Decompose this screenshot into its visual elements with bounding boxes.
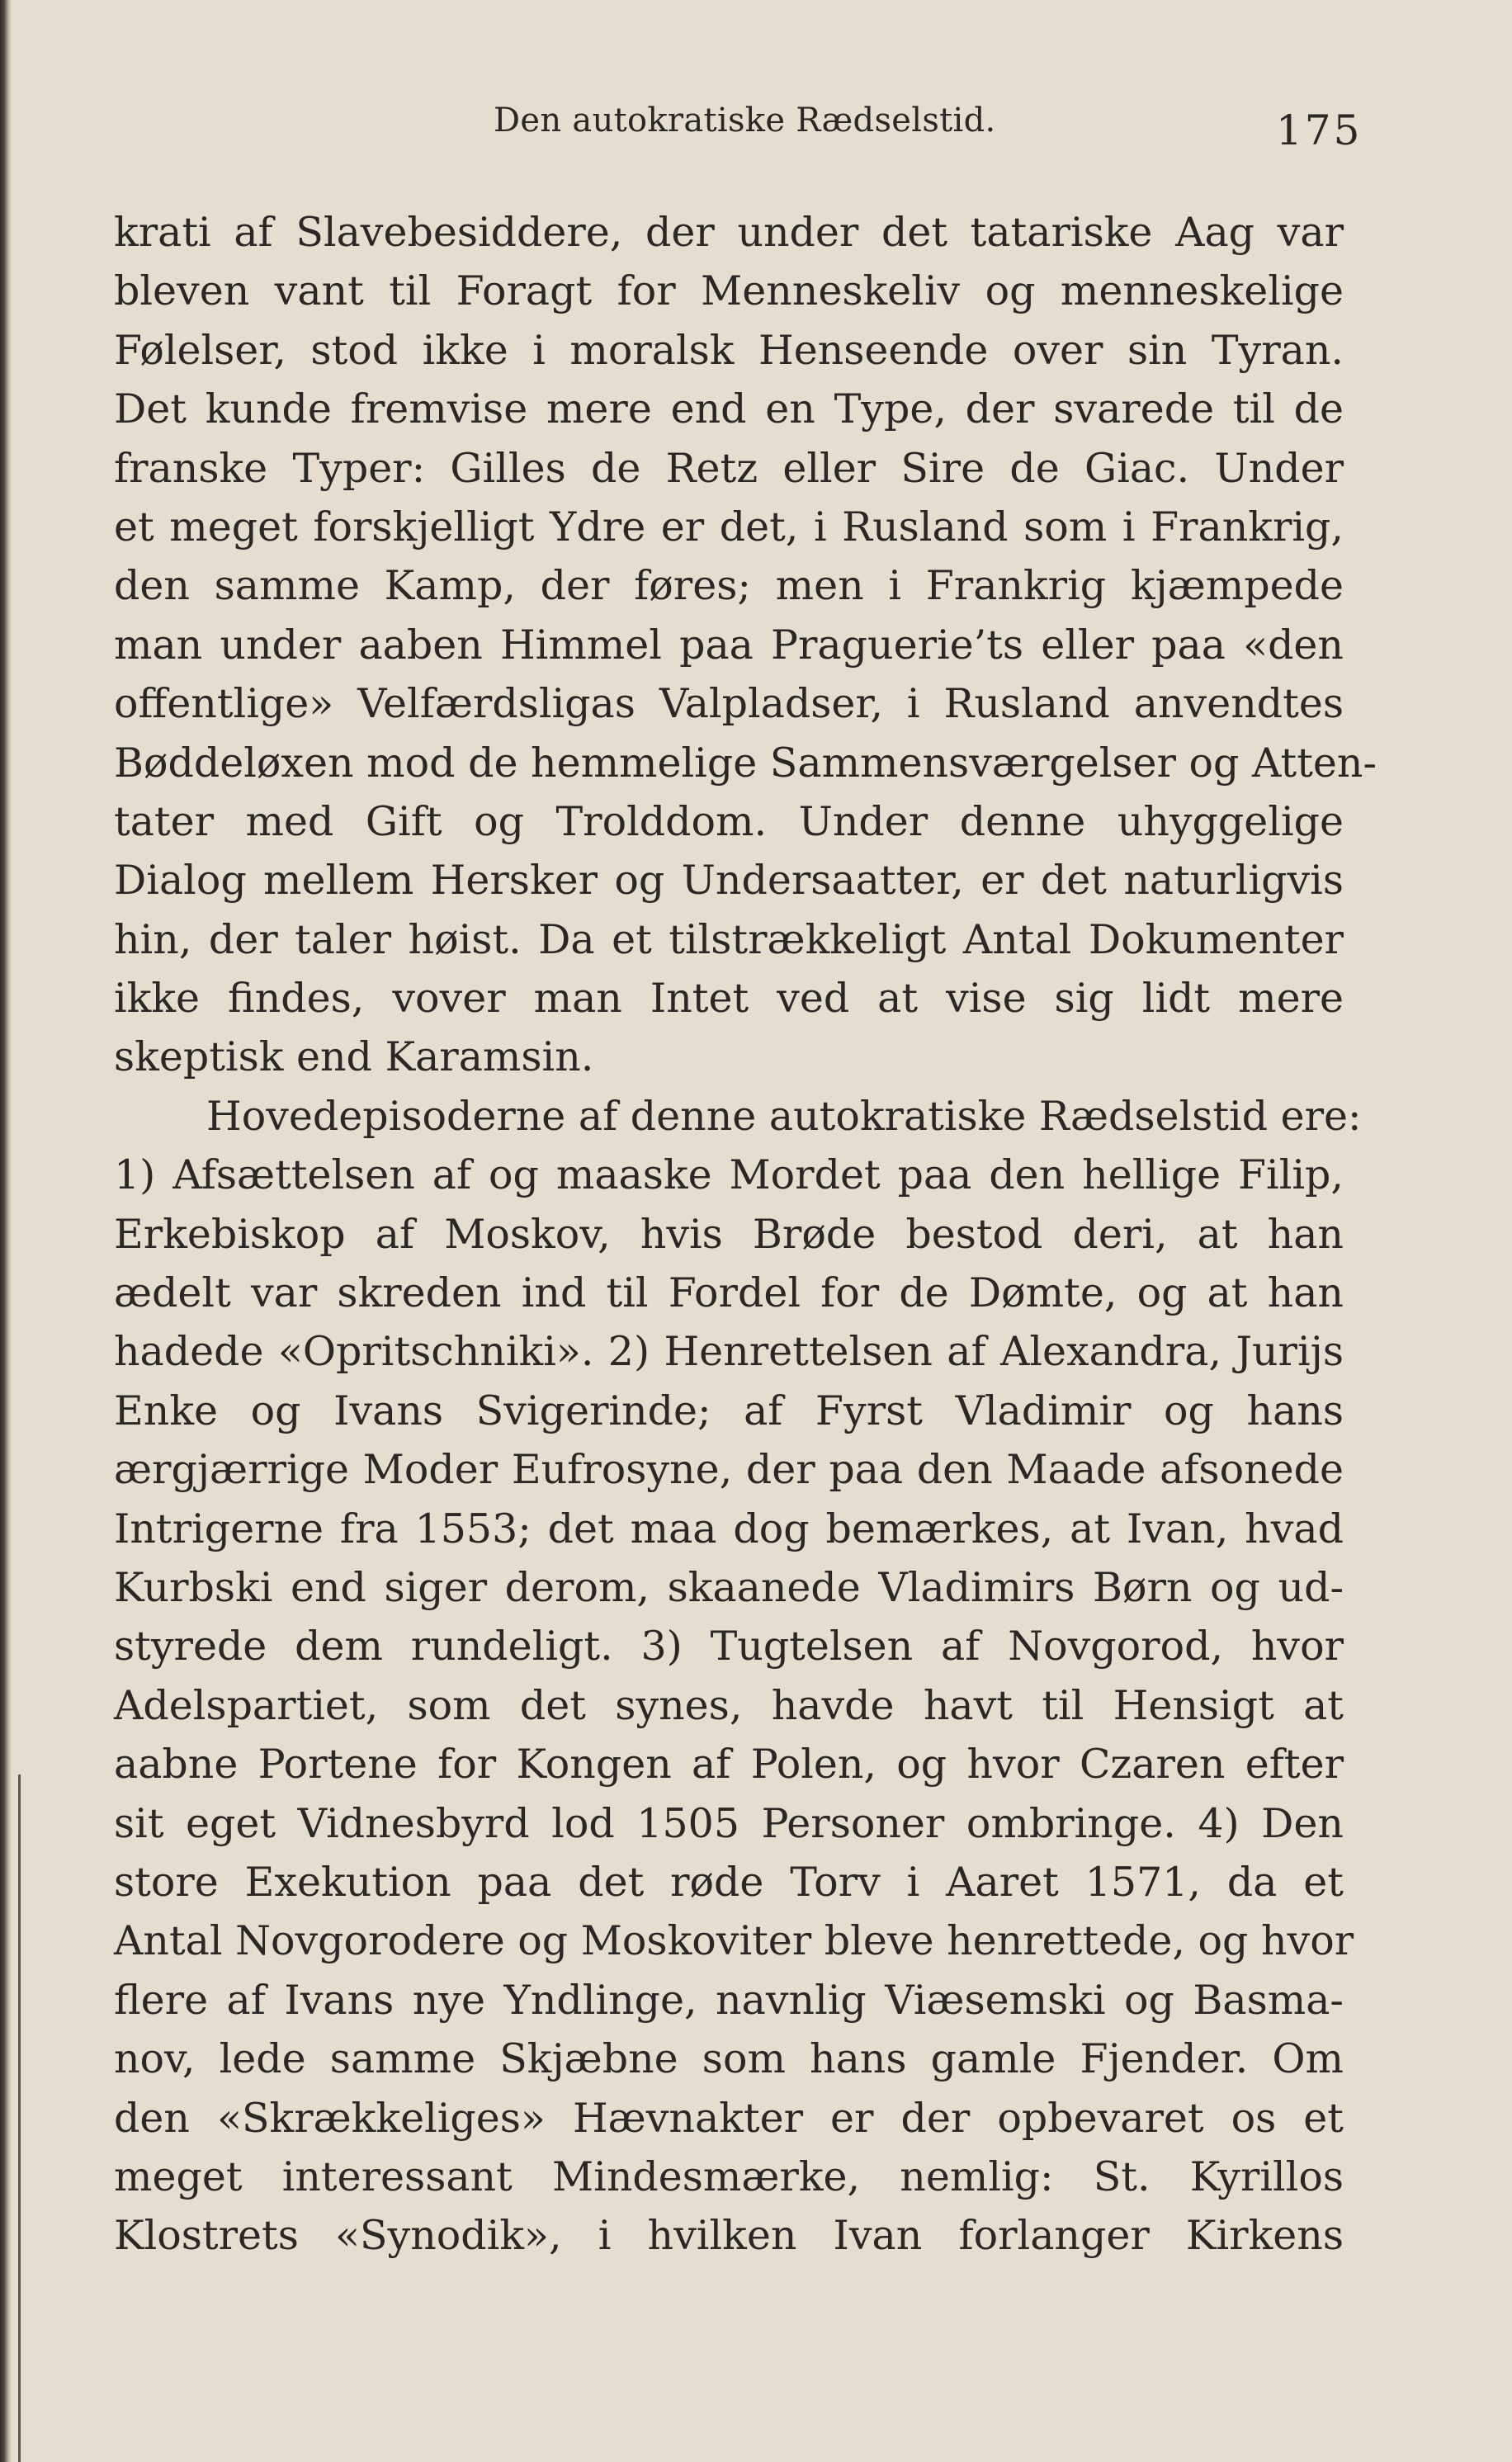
text-line: Kurbski end siger derom, skaanede Vladimirs Børn og ud- (114, 1563, 1344, 1611)
text-line: Antal Novgorodere og Moskoviter bleve henrettede, og hvor (114, 1917, 1354, 1965)
text-line: store Exekution paa det røde Torv i Aaret 1571, da et (114, 1858, 1344, 1906)
text-line: skeptisk end Karamsin. (114, 1033, 594, 1081)
text-line: offentlige» Velfærdsligas Valpladser, i Rusland anvendtes (114, 680, 1344, 728)
text-line: bleven vant til Foragt for Menneskeliv og menneskelige (114, 267, 1344, 315)
text-line: aabne Portene for Kongen af Polen, og hvor Czaren efter (114, 1741, 1344, 1789)
text-line: 1) Afsættelsen af og maaske Mordet paa den hellige Filip, (114, 1151, 1344, 1199)
text-line: nov, lede samme Skjæbne som hans gamle Fjender. Om (114, 2035, 1344, 2083)
text-line: hadede «Opritschniki». 2) Henrettelsen af Alexandra, Jurijs (114, 1328, 1344, 1376)
running-head: Den autokratiske Rædselstid. (494, 102, 996, 139)
text-line: krati af Slavebesiddere, der under det tatariske Aag var (114, 209, 1344, 256)
text-line: sit eget Vidnesbyrd lod 1505 Personer ombringe. 4) Den (114, 1799, 1344, 1847)
text-line: ikke findes, vover man Intet ved at vise sig lidt mere (114, 975, 1344, 1023)
text-line: ærgjærrige Moder Eufrosyne, der paa den Maade afsonede (114, 1446, 1344, 1494)
text-line: Det kunde fremvise mere end en Type, der svarede til de (114, 385, 1344, 433)
text-line: Hovedepisoderne af denne autokratiske Rædselstid ere: (206, 1092, 1362, 1140)
text-line: Enke og Ivans Svigerinde; af Fyrst Vladimir og hans (114, 1387, 1344, 1434)
text-line: Erkebiskop af Moskov, hvis Brøde bestod deri, at han (114, 1210, 1344, 1258)
text-line: styrede dem rundeligt. 3) Tugtelsen af Novgorod, hvor (114, 1623, 1344, 1670)
page-edge-shadow (0, 0, 12, 2462)
text-line: Følelser, stod ikke i moralsk Henseende over sin Tyran. (114, 326, 1344, 374)
text-line: hin, der taler høist. Da et tilstrækkeligt Antal Dokumenter (114, 915, 1344, 963)
text-line: meget interessant Mindesmærke, nemlig: St. Kyrillos (114, 2152, 1344, 2200)
text-line: Dialog mellem Hersker og Undersaatter, er det naturligvis (114, 857, 1344, 905)
text-line: den «Skrækkeliges» Hævnakter er der opbevaret os et (114, 2094, 1344, 2142)
text-line: et meget forskjelligt Ydre er det, i Rusland som i Frankrig, (114, 503, 1344, 551)
text-line: Intrigerne fra 1553; det maa dog bemærkes, at Ivan, hvad (114, 1505, 1344, 1552)
text-line: Klostrets «Synodik», i hvilken Ivan forlanger Kirkens (114, 2212, 1344, 2260)
text-line: tater med Gift og Trolddom. Under denne uhyggelige (114, 797, 1344, 845)
body-text (114, 203, 1377, 2266)
text-line: den samme Kamp, der føres; men i Frankrig kjæmpede (114, 562, 1344, 610)
page-edge-line (18, 1774, 21, 2462)
page-number: 175 (1276, 106, 1363, 154)
text-line: franske Typer: Gilles de Retz eller Sire de Giac. Under (114, 444, 1344, 492)
text-line: Adelspartiet, som det synes, havde havt til Hensigt at (114, 1681, 1344, 1729)
text-line: flere af Ivans nye Yndlinge, navnlig Viæsemski og Basma- (114, 1976, 1344, 2024)
text-line: ædelt var skreden ind til Fordel for de Dømte, og at han (114, 1269, 1344, 1317)
text-line: man under aaben Himmel paa Praguerie’ts eller paa «den (114, 621, 1344, 669)
text-line: Bøddeløxen mod de hemmelige Sammensværgelser og Atten- (114, 739, 1377, 787)
